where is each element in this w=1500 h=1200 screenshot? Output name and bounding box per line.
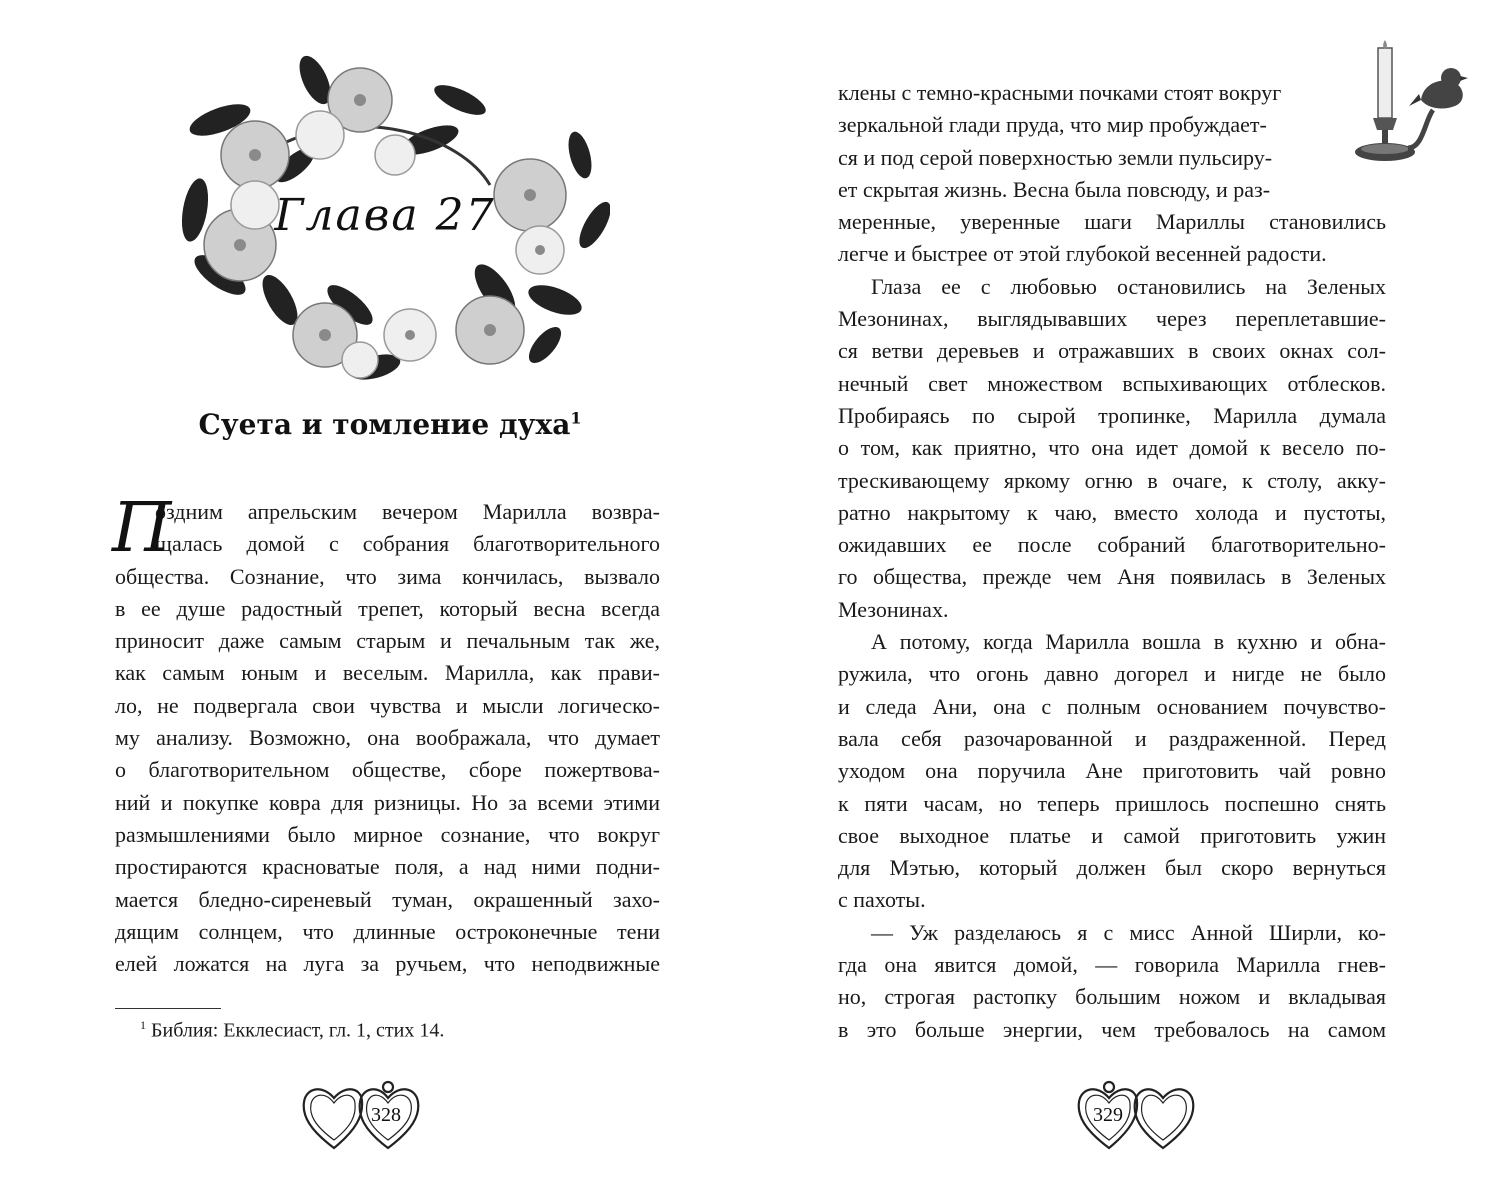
text-line: трескивающему яркому огню в очаге, к столу, акку-: [838, 467, 1386, 493]
text-line: ний и покупке ковра для ризницы. Но за всеми этими: [115, 789, 660, 815]
text-line: общества. Сознание, что зима кончилась, вызвало: [115, 563, 660, 589]
text-line: как самым юным и веселым. Марилла, как прави-: [115, 660, 660, 686]
text-line: мается бледно-сиреневый туман, окрашенный захо-: [115, 886, 660, 912]
text-line: ратно накрытому к чаю, вместо холода и пустоты,: [838, 499, 1386, 525]
chapter-subtitle: [100, 408, 680, 441]
page-number: 329: [1093, 1104, 1123, 1126]
text-line: уходом она поручила Ане приготовить чай ровно: [838, 758, 1386, 784]
text-line: Глаза ее с любовью остановились на Зеленых: [871, 273, 1386, 299]
footnote-text: Библия: Екклесиаст, гл. 1, стих 14.: [151, 1019, 445, 1042]
text-line: ся ветви деревьев и отражавших в своих окнах сол-: [838, 338, 1386, 364]
left-body-text: [112, 489, 660, 980]
text-line: и следа Ани, она с полным основанием почувство-: [838, 693, 1386, 719]
right-page: [750, 0, 1500, 1200]
text-line: о благотворительном обществе, сборе пожертвова-: [115, 757, 660, 783]
text-line: му анализу. Возможно, она воображала, что думает: [115, 725, 660, 751]
text-line: с пахоты.: [838, 887, 926, 913]
chapter-subtitle-text: Суета и томление духа: [198, 408, 571, 441]
text-line: но, строгая растопку большим ножом и вкладывая: [838, 984, 1386, 1010]
text-line: го общества, прежде чем Аня появилась в Зеленых: [838, 564, 1386, 590]
text-line: зеркальной глади пруда, что мир пробуждает-: [838, 112, 1267, 138]
footnote: [140, 1018, 444, 1043]
text-line: ло, не подвергала свои чувства и мысли логическо-: [115, 692, 660, 718]
text-line: Мезонинах, выглядывавших через переплетавшие-: [838, 306, 1386, 332]
text-line: гда она явится домой, — говорила Марилла гнев-: [838, 952, 1386, 978]
text-line: щалась домой с собрания благотворительного: [155, 531, 660, 557]
text-line: свое выходное платье и самой приготовить ужин: [838, 822, 1386, 848]
footnote-rule: [115, 1008, 221, 1009]
text-line: простираются красноватые поля, а над ними подни-: [115, 854, 660, 880]
page-number-badge-right: [1075, 1078, 1200, 1153]
chapter-title: Глава 27: [274, 190, 496, 241]
text-line: в это больше энергии, чем требовалось на самом: [838, 1016, 1386, 1042]
text-line: ружила, что огонь давно догорел и нигде не было: [838, 661, 1386, 687]
right-body-text: [838, 77, 1386, 1046]
text-line: Пробираясь по сырой тропинке, Марилла думала: [838, 402, 1386, 428]
heart-locket-icon: [300, 1078, 425, 1153]
page-number-badge-left: [300, 1078, 425, 1153]
text-line: ожидавших ее после собраний благотворительно-: [838, 532, 1386, 558]
text-line: о том, как приятно, что она идет домой к весело по-: [838, 435, 1386, 461]
footnote-mark: 1: [140, 1018, 146, 1032]
text-line: ся и под серой поверхностью земли пульсиру-: [838, 144, 1273, 170]
text-line: вала себя разочарованной и раздраженной. Перед: [838, 725, 1386, 751]
text-line: Мезонинах.: [838, 596, 949, 622]
page-number: 328: [371, 1104, 401, 1126]
text-line: к пяти часам, но теперь пришлось поспешно снять: [838, 790, 1386, 816]
text-line: А потому, когда Марилла вошла в кухню и обна-: [871, 629, 1386, 655]
text-line: размышлениями было мирное сознание, что вокруг: [115, 821, 660, 847]
text-line: легче и быстрее от этой глубокой весенней радости.: [838, 241, 1327, 267]
text-line: для Мэтью, который должен был скоро вернуться: [838, 855, 1386, 881]
text-line: меренные, уверенные шаги Мариллы становились: [838, 209, 1386, 235]
drop-cap: П: [112, 489, 172, 568]
text-line: ет скрытая жизнь. Весна была повсюду, и раз-: [838, 176, 1271, 202]
text-line: нечный свет множеством вспыхивающих отблесков.: [838, 370, 1386, 396]
text-line: приносит даже самым старым и печальным так же,: [115, 628, 660, 654]
text-line: дящим солнцем, что длинные остроконечные тени: [115, 918, 660, 944]
text-line: клены с темно-красными почками стоят вокруг: [838, 80, 1282, 105]
text-line: елей ложатся на луга за ручьем, что неподвижные: [115, 951, 660, 977]
text-line: в ее душе радостный трепет, который весна всегда: [115, 595, 660, 621]
text-line: оздним апрельским вечером Марилла возвра-: [155, 499, 660, 524]
subtitle-footnote-mark: 1: [570, 408, 582, 428]
text-line: — Уж разделаюсь я с мисс Анной Ширли, ко-: [871, 919, 1386, 945]
